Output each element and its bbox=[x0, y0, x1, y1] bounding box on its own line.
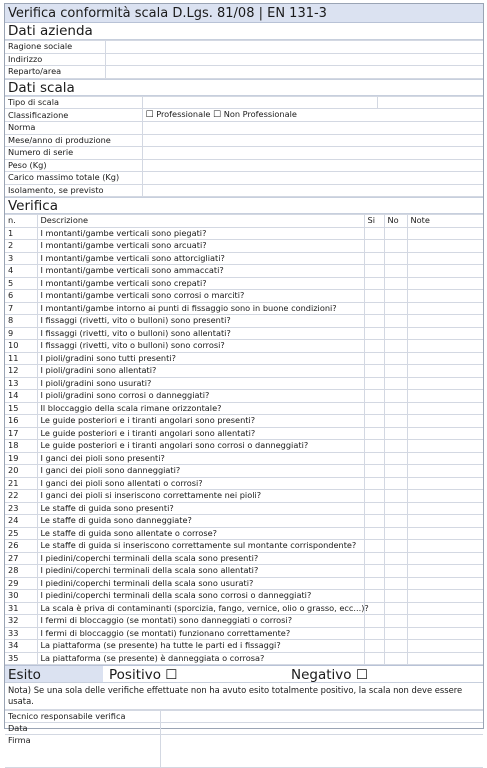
item-no-cell[interactable] bbox=[384, 602, 407, 615]
negativo-checkbox[interactable]: ☐ bbox=[355, 667, 368, 683]
verifica-table bbox=[5, 214, 483, 665]
item-no-cell[interactable] bbox=[384, 390, 407, 403]
section-heading-azienda: Dati azienda bbox=[5, 23, 483, 40]
item-si-cell[interactable] bbox=[364, 390, 384, 403]
item-si-cell[interactable] bbox=[364, 527, 384, 540]
item-si-cell[interactable] bbox=[364, 502, 384, 515]
field-value[interactable] bbox=[142, 147, 483, 160]
checkbox-professionale[interactable]: ☐ bbox=[145, 110, 154, 120]
verifica-row bbox=[5, 265, 483, 278]
verifica-row bbox=[5, 440, 483, 453]
item-no-cell[interactable] bbox=[384, 365, 407, 378]
item-note-cell[interactable] bbox=[407, 227, 483, 240]
checkbox-non-professionale[interactable]: ☐ bbox=[213, 110, 222, 120]
item-no-cell[interactable] bbox=[384, 252, 407, 265]
scala-row bbox=[5, 159, 483, 172]
verifica-row bbox=[5, 502, 483, 515]
verifica-row bbox=[5, 240, 483, 253]
firma-row bbox=[5, 735, 483, 768]
item-description: I ganci dei pioli sono danneggiati? bbox=[37, 465, 364, 478]
verifica-row bbox=[5, 527, 483, 540]
field-value[interactable] bbox=[105, 53, 483, 66]
label-professionale: Professionale bbox=[156, 109, 211, 119]
item-si-cell[interactable] bbox=[364, 352, 384, 365]
verifica-row bbox=[5, 277, 483, 290]
item-no-cell[interactable] bbox=[384, 515, 407, 528]
item-number: 1 bbox=[5, 227, 37, 240]
verifica-row bbox=[5, 652, 483, 665]
item-note-cell[interactable] bbox=[407, 577, 483, 590]
item-no-cell[interactable] bbox=[384, 427, 407, 440]
verifica-row bbox=[5, 327, 483, 340]
verifica-row bbox=[5, 302, 483, 315]
item-note-cell[interactable] bbox=[407, 540, 483, 553]
item-no-cell[interactable] bbox=[384, 565, 407, 578]
item-note-cell[interactable] bbox=[407, 340, 483, 353]
item-si-cell[interactable] bbox=[364, 590, 384, 603]
item-number: 35 bbox=[5, 652, 37, 665]
item-no-cell[interactable] bbox=[384, 265, 407, 278]
item-note-cell[interactable] bbox=[407, 477, 483, 490]
verifica-row bbox=[5, 477, 483, 490]
item-si-cell[interactable] bbox=[364, 265, 384, 278]
item-number: 5 bbox=[5, 277, 37, 290]
item-note-cell[interactable] bbox=[407, 627, 483, 640]
item-no-cell[interactable] bbox=[384, 640, 407, 653]
field-label: Mese/anno di produzione bbox=[5, 134, 142, 147]
item-description: I fermi di bloccaggio (se montati) funzionano correttamente? bbox=[37, 627, 364, 640]
verifica-row bbox=[5, 452, 483, 465]
item-number: 12 bbox=[5, 365, 37, 378]
item-note-cell[interactable] bbox=[407, 552, 483, 565]
col-header-descrizione: Descrizione bbox=[37, 215, 364, 228]
scala-row bbox=[5, 147, 483, 160]
col-header-n: n. bbox=[5, 215, 37, 228]
item-no-cell[interactable] bbox=[384, 340, 407, 353]
verifica-row bbox=[5, 615, 483, 628]
item-description: I pioli/gradini sono corrosi o danneggiati? bbox=[37, 390, 364, 403]
item-description: I piedini/coperchi terminali della scala sono allentati? bbox=[37, 565, 364, 578]
item-number: 24 bbox=[5, 515, 37, 528]
item-si-cell[interactable] bbox=[364, 640, 384, 653]
esito-row bbox=[5, 665, 483, 683]
verifica-row bbox=[5, 365, 483, 378]
field-value[interactable] bbox=[105, 41, 483, 54]
item-number: 19 bbox=[5, 452, 37, 465]
item-note-cell[interactable] bbox=[407, 452, 483, 465]
field-value[interactable] bbox=[160, 711, 483, 723]
item-number: 2 bbox=[5, 240, 37, 253]
item-description: I pioli/gradini sono tutti presenti? bbox=[37, 352, 364, 365]
item-si-cell[interactable] bbox=[364, 552, 384, 565]
verifica-header-row bbox=[5, 215, 483, 228]
field-label: Isolamento, se previsto bbox=[5, 184, 142, 197]
item-si-cell[interactable] bbox=[364, 315, 384, 328]
item-number: 7 bbox=[5, 302, 37, 315]
verifica-row bbox=[5, 465, 483, 478]
form-title: Verifica conformità scala D.Lgs. 81/08 | EN 131-3 bbox=[5, 4, 483, 23]
item-no-cell[interactable] bbox=[384, 627, 407, 640]
item-description: I pioli/gradini sono usurati? bbox=[37, 377, 364, 390]
item-si-cell[interactable] bbox=[364, 290, 384, 303]
verifica-row bbox=[5, 390, 483, 403]
item-si-cell[interactable] bbox=[364, 427, 384, 440]
item-description: I fissaggi (rivetti, vito o bulloni) sono allentati? bbox=[37, 327, 364, 340]
item-si-cell[interactable] bbox=[364, 377, 384, 390]
verifica-row bbox=[5, 590, 483, 603]
positivo-checkbox[interactable]: ☐ bbox=[165, 667, 178, 683]
item-number: 13 bbox=[5, 377, 37, 390]
field-value[interactable] bbox=[160, 723, 483, 735]
item-note-cell[interactable] bbox=[407, 440, 483, 453]
scala-row-classificazione bbox=[5, 109, 483, 122]
item-note-cell[interactable] bbox=[407, 502, 483, 515]
item-si-cell[interactable] bbox=[364, 227, 384, 240]
verifica-row bbox=[5, 640, 483, 653]
item-description: I montanti/gambe verticali sono corrosi o marciti? bbox=[37, 290, 364, 303]
item-si-cell[interactable] bbox=[364, 577, 384, 590]
item-note-cell[interactable] bbox=[407, 402, 483, 415]
item-no-cell[interactable] bbox=[384, 477, 407, 490]
item-description: I montanti/gambe intorno ai punti di fissaggio sono in buone condizioni? bbox=[37, 302, 364, 315]
item-description: Le staffe di guida si inseriscono correttamente sul montante corrispondente? bbox=[37, 540, 364, 553]
item-no-cell[interactable] bbox=[384, 540, 407, 553]
field-value[interactable] bbox=[105, 66, 483, 79]
verifica-row bbox=[5, 352, 483, 365]
field-label: Peso (Kg) bbox=[5, 159, 142, 172]
field-value[interactable] bbox=[142, 122, 483, 135]
item-no-cell[interactable] bbox=[384, 290, 407, 303]
item-note-cell[interactable] bbox=[407, 327, 483, 340]
item-number: 6 bbox=[5, 290, 37, 303]
verifica-row bbox=[5, 552, 483, 565]
item-no-cell[interactable] bbox=[384, 440, 407, 453]
item-note-cell[interactable] bbox=[407, 315, 483, 328]
item-no-cell[interactable] bbox=[384, 615, 407, 628]
item-note-cell[interactable] bbox=[407, 640, 483, 653]
item-description: La piattaforma (se presente) ha tutte le parti ed i fissaggi? bbox=[37, 640, 364, 653]
field-value[interactable] bbox=[142, 184, 483, 197]
item-no-cell[interactable] bbox=[384, 315, 407, 328]
item-number: 31 bbox=[5, 602, 37, 615]
section-heading-scala: Dati scala bbox=[5, 79, 483, 96]
esito-positivo[interactable] bbox=[103, 666, 285, 682]
item-description: Le staffe di guida sono presenti? bbox=[37, 502, 364, 515]
item-no-cell[interactable] bbox=[384, 490, 407, 503]
field-label: Classificazione bbox=[5, 109, 142, 122]
item-si-cell[interactable] bbox=[364, 440, 384, 453]
item-no-cell[interactable] bbox=[384, 502, 407, 515]
item-description: I montanti/gambe verticali sono crepati? bbox=[37, 277, 364, 290]
item-note-cell[interactable] bbox=[407, 465, 483, 478]
item-si-cell[interactable] bbox=[364, 540, 384, 553]
item-no-cell[interactable] bbox=[384, 327, 407, 340]
scala-row bbox=[5, 122, 483, 135]
item-number: 23 bbox=[5, 502, 37, 515]
item-no-cell[interactable] bbox=[384, 277, 407, 290]
item-note-cell[interactable] bbox=[407, 515, 483, 528]
field-value[interactable] bbox=[142, 96, 377, 109]
field-label: Numero di serie bbox=[5, 147, 142, 160]
item-si-cell[interactable] bbox=[364, 615, 384, 628]
verifica-row bbox=[5, 315, 483, 328]
item-note-cell[interactable] bbox=[407, 240, 483, 253]
item-no-cell[interactable] bbox=[384, 377, 407, 390]
item-no-cell[interactable] bbox=[384, 227, 407, 240]
item-no-cell[interactable] bbox=[384, 527, 407, 540]
item-note-cell[interactable] bbox=[407, 602, 483, 615]
scala-row bbox=[5, 184, 483, 197]
item-si-cell[interactable] bbox=[364, 302, 384, 315]
item-number: 3 bbox=[5, 252, 37, 265]
item-note-cell[interactable] bbox=[407, 565, 483, 578]
scala-table bbox=[5, 96, 483, 198]
item-no-cell[interactable] bbox=[384, 577, 407, 590]
field-label: Reparto/area bbox=[5, 66, 105, 79]
field-label: Carico massimo totale (Kg) bbox=[5, 172, 142, 185]
item-number: 26 bbox=[5, 540, 37, 553]
field-label: Ragione sociale bbox=[5, 41, 105, 54]
item-description: I piedini/coperchi terminali della scala sono usurati? bbox=[37, 577, 364, 590]
item-number: 33 bbox=[5, 627, 37, 640]
item-si-cell[interactable] bbox=[364, 652, 384, 665]
field-label: Tecnico responsabile verifica bbox=[5, 711, 160, 723]
item-description: I ganci dei pioli si inseriscono correttamente nei pioli? bbox=[37, 490, 364, 503]
item-description: I montanti/gambe verticali sono piegati? bbox=[37, 227, 364, 240]
verifica-row bbox=[5, 565, 483, 578]
item-number: 20 bbox=[5, 465, 37, 478]
item-description: Le guide posteriori e i tiranti angolari sono allentati? bbox=[37, 427, 364, 440]
item-si-cell[interactable] bbox=[364, 240, 384, 253]
item-number: 8 bbox=[5, 315, 37, 328]
item-no-cell[interactable] bbox=[384, 415, 407, 428]
col-header-no: No bbox=[384, 215, 407, 228]
item-number: 11 bbox=[5, 352, 37, 365]
item-description: Le staffe di guida sono allentate o corrose? bbox=[37, 527, 364, 540]
scala-row bbox=[5, 172, 483, 185]
item-note-cell[interactable] bbox=[407, 590, 483, 603]
verifica-row bbox=[5, 427, 483, 440]
item-note-cell[interactable] bbox=[407, 615, 483, 628]
item-si-cell[interactable] bbox=[364, 452, 384, 465]
item-number: 17 bbox=[5, 427, 37, 440]
item-description: I montanti/gambe verticali sono attorcigliati? bbox=[37, 252, 364, 265]
item-number: 29 bbox=[5, 577, 37, 590]
verifica-row bbox=[5, 340, 483, 353]
scala-row-tipo bbox=[5, 96, 483, 109]
item-number: 32 bbox=[5, 615, 37, 628]
field-value-extra[interactable] bbox=[377, 96, 483, 109]
item-number: 9 bbox=[5, 327, 37, 340]
item-note-cell[interactable] bbox=[407, 527, 483, 540]
verifica-row bbox=[5, 577, 483, 590]
item-number: 30 bbox=[5, 590, 37, 603]
item-description: I montanti/gambe verticali sono ammaccati? bbox=[37, 265, 364, 278]
firma-table bbox=[5, 710, 483, 768]
negativo-label: Negativo bbox=[291, 667, 352, 683]
item-no-cell[interactable] bbox=[384, 352, 407, 365]
field-value[interactable] bbox=[142, 172, 483, 185]
form-sheet bbox=[4, 3, 484, 745]
item-si-cell[interactable] bbox=[364, 627, 384, 640]
item-description: I ganci dei pioli sono allentati o corrosi? bbox=[37, 477, 364, 490]
item-note-cell[interactable] bbox=[407, 415, 483, 428]
item-note-cell[interactable] bbox=[407, 490, 483, 503]
item-note-cell[interactable] bbox=[407, 265, 483, 278]
item-no-cell[interactable] bbox=[384, 452, 407, 465]
verifica-row bbox=[5, 515, 483, 528]
verifica-row bbox=[5, 227, 483, 240]
field-label: Indirizzo bbox=[5, 53, 105, 66]
item-description: La scala è priva di contaminanti (sporcizia, fango, vernice, olio o grasso, ecc...)? bbox=[37, 602, 364, 615]
item-si-cell[interactable] bbox=[364, 465, 384, 478]
firma-row bbox=[5, 723, 483, 735]
item-si-cell[interactable] bbox=[364, 415, 384, 428]
item-no-cell[interactable] bbox=[384, 590, 407, 603]
verifica-row bbox=[5, 540, 483, 553]
item-si-cell[interactable] bbox=[364, 477, 384, 490]
item-si-cell[interactable] bbox=[364, 252, 384, 265]
scala-row bbox=[5, 134, 483, 147]
positivo-label: Positivo bbox=[109, 667, 161, 683]
item-si-cell[interactable] bbox=[364, 565, 384, 578]
firma-row bbox=[5, 711, 483, 723]
item-si-cell[interactable] bbox=[364, 327, 384, 340]
item-note-cell[interactable] bbox=[407, 427, 483, 440]
item-description: I fissaggi (rivetti, vito o bulloni) sono presenti? bbox=[37, 315, 364, 328]
field-label: Data bbox=[5, 723, 160, 735]
item-description: Le guide posteriori e i tiranti angolari sono presenti? bbox=[37, 415, 364, 428]
field-value[interactable] bbox=[160, 735, 483, 768]
item-si-cell[interactable] bbox=[364, 365, 384, 378]
azienda-row bbox=[5, 66, 483, 79]
field-value[interactable] bbox=[142, 134, 483, 147]
esito-note: Nota) Se una sola delle verifiche effettuate non ha avuto esito totalmente positivo, la scala non deve essere usata. bbox=[5, 683, 483, 710]
field-label: Tipo di scala bbox=[5, 96, 142, 109]
classificazione-options bbox=[142, 109, 483, 122]
item-si-cell[interactable] bbox=[364, 340, 384, 353]
item-number: 34 bbox=[5, 640, 37, 653]
item-number: 25 bbox=[5, 527, 37, 540]
item-note-cell[interactable] bbox=[407, 302, 483, 315]
item-description: Le staffe di guida sono danneggiate? bbox=[37, 515, 364, 528]
item-note-cell[interactable] bbox=[407, 365, 483, 378]
item-no-cell[interactable] bbox=[384, 240, 407, 253]
item-no-cell[interactable] bbox=[384, 402, 407, 415]
field-label: Norma bbox=[5, 122, 142, 135]
label-non-professionale: Non Professionale bbox=[223, 109, 297, 119]
item-si-cell[interactable] bbox=[364, 515, 384, 528]
item-description: I montanti/gambe verticali sono arcuati? bbox=[37, 240, 364, 253]
item-number: 16 bbox=[5, 415, 37, 428]
item-note-cell[interactable] bbox=[407, 390, 483, 403]
esito-negativo[interactable] bbox=[285, 666, 467, 682]
item-si-cell[interactable] bbox=[364, 490, 384, 503]
item-number: 4 bbox=[5, 265, 37, 278]
item-description: I fermi di bloccaggio (se montati) sono danneggiati o corrosi? bbox=[37, 615, 364, 628]
item-description: I piedini/coperchi terminali della scala sono corrosi o danneggiati? bbox=[37, 590, 364, 603]
item-description: I piedini/coperchi terminali della scala sono presenti? bbox=[37, 552, 364, 565]
verifica-row bbox=[5, 252, 483, 265]
verifica-row bbox=[5, 290, 483, 303]
field-value[interactable] bbox=[142, 159, 483, 172]
item-number: 22 bbox=[5, 490, 37, 503]
item-note-cell[interactable] bbox=[407, 277, 483, 290]
section-heading-verifica: Verifica bbox=[5, 197, 483, 214]
item-description: I pioli/gradini sono allentati? bbox=[37, 365, 364, 378]
col-header-si: Si bbox=[364, 215, 384, 228]
verifica-row bbox=[5, 415, 483, 428]
item-description: La piattaforma (se presente) è danneggiata o corrosa? bbox=[37, 652, 364, 665]
item-number: 28 bbox=[5, 565, 37, 578]
azienda-row bbox=[5, 53, 483, 66]
verifica-row bbox=[5, 627, 483, 640]
item-description: I ganci dei pioli sono presenti? bbox=[37, 452, 364, 465]
item-si-cell[interactable] bbox=[364, 402, 384, 415]
item-no-cell[interactable] bbox=[384, 302, 407, 315]
item-note-cell[interactable] bbox=[407, 352, 483, 365]
item-description: Le guide posteriori e i tiranti angolari sono corrosi o danneggiati? bbox=[37, 440, 364, 453]
item-number: 14 bbox=[5, 390, 37, 403]
item-no-cell[interactable] bbox=[384, 552, 407, 565]
verifica-row bbox=[5, 402, 483, 415]
item-no-cell[interactable] bbox=[384, 465, 407, 478]
verifica-row bbox=[5, 377, 483, 390]
field-label: Firma bbox=[5, 735, 160, 768]
azienda-table bbox=[5, 40, 483, 79]
item-note-cell[interactable] bbox=[407, 252, 483, 265]
verifica-row bbox=[5, 490, 483, 503]
item-number: 10 bbox=[5, 340, 37, 353]
azienda-row bbox=[5, 41, 483, 54]
item-number: 27 bbox=[5, 552, 37, 565]
item-number: 21 bbox=[5, 477, 37, 490]
item-number: 15 bbox=[5, 402, 37, 415]
item-si-cell[interactable] bbox=[364, 277, 384, 290]
item-description: I fissaggi (rivetti, vito o bulloni) sono corrosi? bbox=[37, 340, 364, 353]
verifica-row bbox=[5, 602, 483, 615]
esito-label: Esito bbox=[5, 666, 103, 682]
item-no-cell[interactable] bbox=[384, 652, 407, 665]
item-note-cell[interactable] bbox=[407, 290, 483, 303]
item-number: 18 bbox=[5, 440, 37, 453]
item-note-cell[interactable] bbox=[407, 652, 483, 665]
col-header-note: Note bbox=[407, 215, 483, 228]
item-description: Il bloccaggio della scala rimane orizzontale? bbox=[37, 402, 364, 415]
item-note-cell[interactable] bbox=[407, 377, 483, 390]
